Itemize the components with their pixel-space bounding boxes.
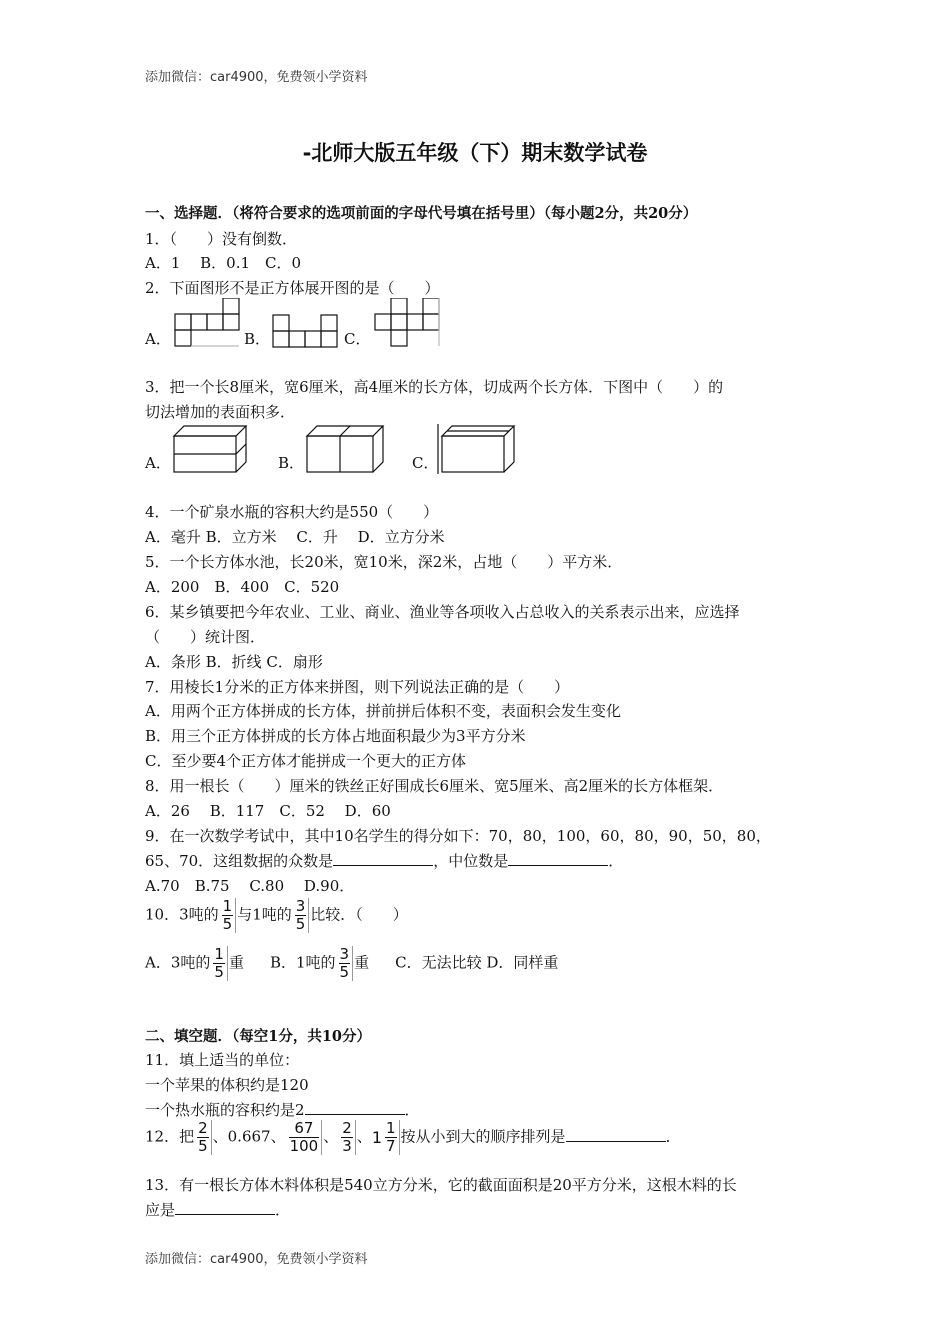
- q12-sep1: 、0.667、: [212, 1127, 286, 1146]
- q9-text-c: ．: [608, 852, 624, 870]
- q10-fraction-2: $\frac{3}{5}$: [293, 898, 310, 933]
- section-heading-fill: 二、填空题．（每空1分，共10分）: [145, 1028, 372, 1045]
- q3-label-a: A．: [145, 454, 171, 472]
- q10-options: [145, 946, 558, 981]
- q11-stem: 11．填上适当的单位：: [145, 1051, 300, 1069]
- q2-label-b: B．: [244, 330, 271, 348]
- q7-option-a: A．用两个正方体拼成的长方体，拼前拼后体积不变，表面积会发生变化: [145, 702, 621, 720]
- q12-sep3: 、: [356, 1127, 372, 1146]
- q11-line1: 一个苹果的体积约是120: [145, 1076, 309, 1094]
- q4-stem: 4．一个矿泉水瓶的容积大约是550（ ）: [145, 503, 439, 521]
- q11-line2-text: 一个热水瓶的容积约是2: [145, 1101, 305, 1119]
- q3-stem-line1: 3．把一个长8厘米，宽6厘米，高4厘米的长方体，切成两个长方体．下图中（ ）的: [145, 378, 724, 396]
- q10-option-a-prefix: A．3吨的: [145, 953, 211, 972]
- q9-blank-median[interactable]: [508, 851, 608, 866]
- q10-option-cd: C．无法比较 D．同样重: [395, 953, 559, 972]
- cuboid-cut-c-figure: [436, 424, 518, 476]
- q12-sep2: 、: [323, 1127, 339, 1146]
- q2-label-a: A．: [145, 330, 171, 348]
- q12-fraction-4: $\frac{1}{7}$: [383, 1120, 400, 1155]
- q6-stem-line1: 6．某乡镇要把今年农业、工业、商业、渔业等各项收入占总收入的关系表示出来，应选择: [145, 603, 740, 621]
- q7-option-b: B．用三个正方体拼成的长方体占地面积最少为3平方分米: [145, 727, 526, 745]
- q7-stem: 7．用棱长1分米的正方体来拼图，则下列说法正确的是（ ）: [145, 678, 570, 696]
- q10-suffix: 比较．（ ）: [310, 905, 408, 924]
- q3-stem-line2: 切法增加的表面积多．: [145, 403, 296, 421]
- q12-fraction-3: $\frac{2}{3}$: [339, 1120, 356, 1155]
- page-title: -北师大版五年级（下）期末数学试卷: [302, 141, 648, 165]
- cube-net-a-figure: [170, 298, 240, 348]
- q13-line2-text: 应是: [145, 1201, 176, 1219]
- q1-options: A．1 B．0.1 C．0: [145, 254, 302, 272]
- q10-option-b-fraction: $\frac{3}{5}$: [337, 946, 354, 981]
- q13-line2: [145, 1199, 290, 1220]
- q1-stem: 1．（ ）没有倒数．: [145, 230, 298, 248]
- q12-suffix: 按从小到大的顺序排列是: [400, 1127, 566, 1146]
- q10-middle: 与1吨的: [237, 905, 292, 924]
- q12-mixed-whole: 1: [371, 1128, 382, 1147]
- q6-options: A．条形 B．折线 C．扇形: [145, 653, 323, 671]
- q9-stem-line2: [145, 850, 623, 871]
- q10-fraction-1: $\frac{1}{5}$: [220, 898, 237, 933]
- q5-options: A．200 B．400 C．520: [145, 578, 340, 596]
- q12-fraction-1: $\frac{2}{5}$: [195, 1120, 212, 1155]
- q3-label-b: B．: [278, 454, 305, 472]
- q3-label-c: C．: [412, 454, 439, 472]
- q6-stem-line2: （ ）统计图．: [145, 628, 266, 646]
- q9-text-a: 65、70．这组数据的众数是: [145, 852, 334, 870]
- section-heading-choice: 一、选择题．（将符合要求的选项前面的字母代号填在括号里）（每小题2分，共20分）: [145, 205, 698, 222]
- cube-net-b-figure: [272, 314, 340, 350]
- footer-note: 添加微信：car4900，免费领小学资料: [145, 1252, 368, 1267]
- q12-stem: [145, 1120, 681, 1155]
- q13-line2-end: ．: [275, 1201, 291, 1219]
- q11-blank-unit[interactable]: [305, 1100, 405, 1115]
- q10-option-a-suffix: 重: [228, 953, 244, 972]
- q9-options: A.70 B.75 C.80 D.90．: [145, 877, 355, 895]
- q12-end: ．: [665, 1127, 681, 1146]
- q8-options: A．26 B．117 C．52 D．60: [145, 802, 391, 820]
- q9-stem-line1: 9．在一次数学考试中，其中10名学生的得分如下：70，80，100，60，80，90，50，80，: [145, 827, 771, 845]
- header-note: 添加微信：car4900，免费领小学资料: [145, 70, 368, 85]
- q4-options: A．毫升 B．立方米 C．升 D．立方分米: [145, 528, 445, 546]
- q2-label-c: C．: [344, 330, 371, 348]
- q10-option-b-suffix: 重: [354, 953, 370, 972]
- q10-option-b-prefix: B．1吨的: [269, 953, 336, 972]
- cube-net-c-figure: [370, 298, 442, 350]
- q2-stem: 2．下面图形不是正方体展开图的是（ ）: [145, 279, 440, 297]
- q9-text-b: ，中位数是: [433, 852, 509, 870]
- q12-blank-order[interactable]: [566, 1127, 666, 1142]
- q5-stem: 5．一个长方体水池，长20米，宽10米，深2米，占地（ ）平方米．: [145, 553, 623, 571]
- q12-prefix: 12．把: [145, 1127, 195, 1146]
- q11-line2: [145, 1099, 420, 1120]
- q12-fraction-2: $\frac{67}{100}$: [287, 1120, 323, 1155]
- q10-prefix: 10．3吨的: [145, 905, 219, 924]
- q7-option-c: C．至少要4个正方体才能拼成一个更大的正方体: [145, 752, 467, 770]
- q10-option-a-fraction: $\frac{1}{5}$: [211, 946, 228, 981]
- q13-line1: 13．有一根长方体木料体积是540立方分米，它的截面面积是20平方分米，这根木料的长: [145, 1176, 737, 1194]
- q13-blank-length[interactable]: [175, 1200, 275, 1215]
- q8-stem: 8．用一根长（ ）厘米的铁丝正好围成长6厘米、宽5厘米、高2厘米的长方体框架．: [145, 777, 724, 795]
- q10-stem: [145, 898, 408, 933]
- q11-line2-end: ．: [404, 1101, 420, 1119]
- q9-blank-mode[interactable]: [333, 851, 433, 866]
- cuboid-cut-b-figure: [303, 424, 387, 476]
- cuboid-cut-a-figure: [170, 424, 250, 476]
